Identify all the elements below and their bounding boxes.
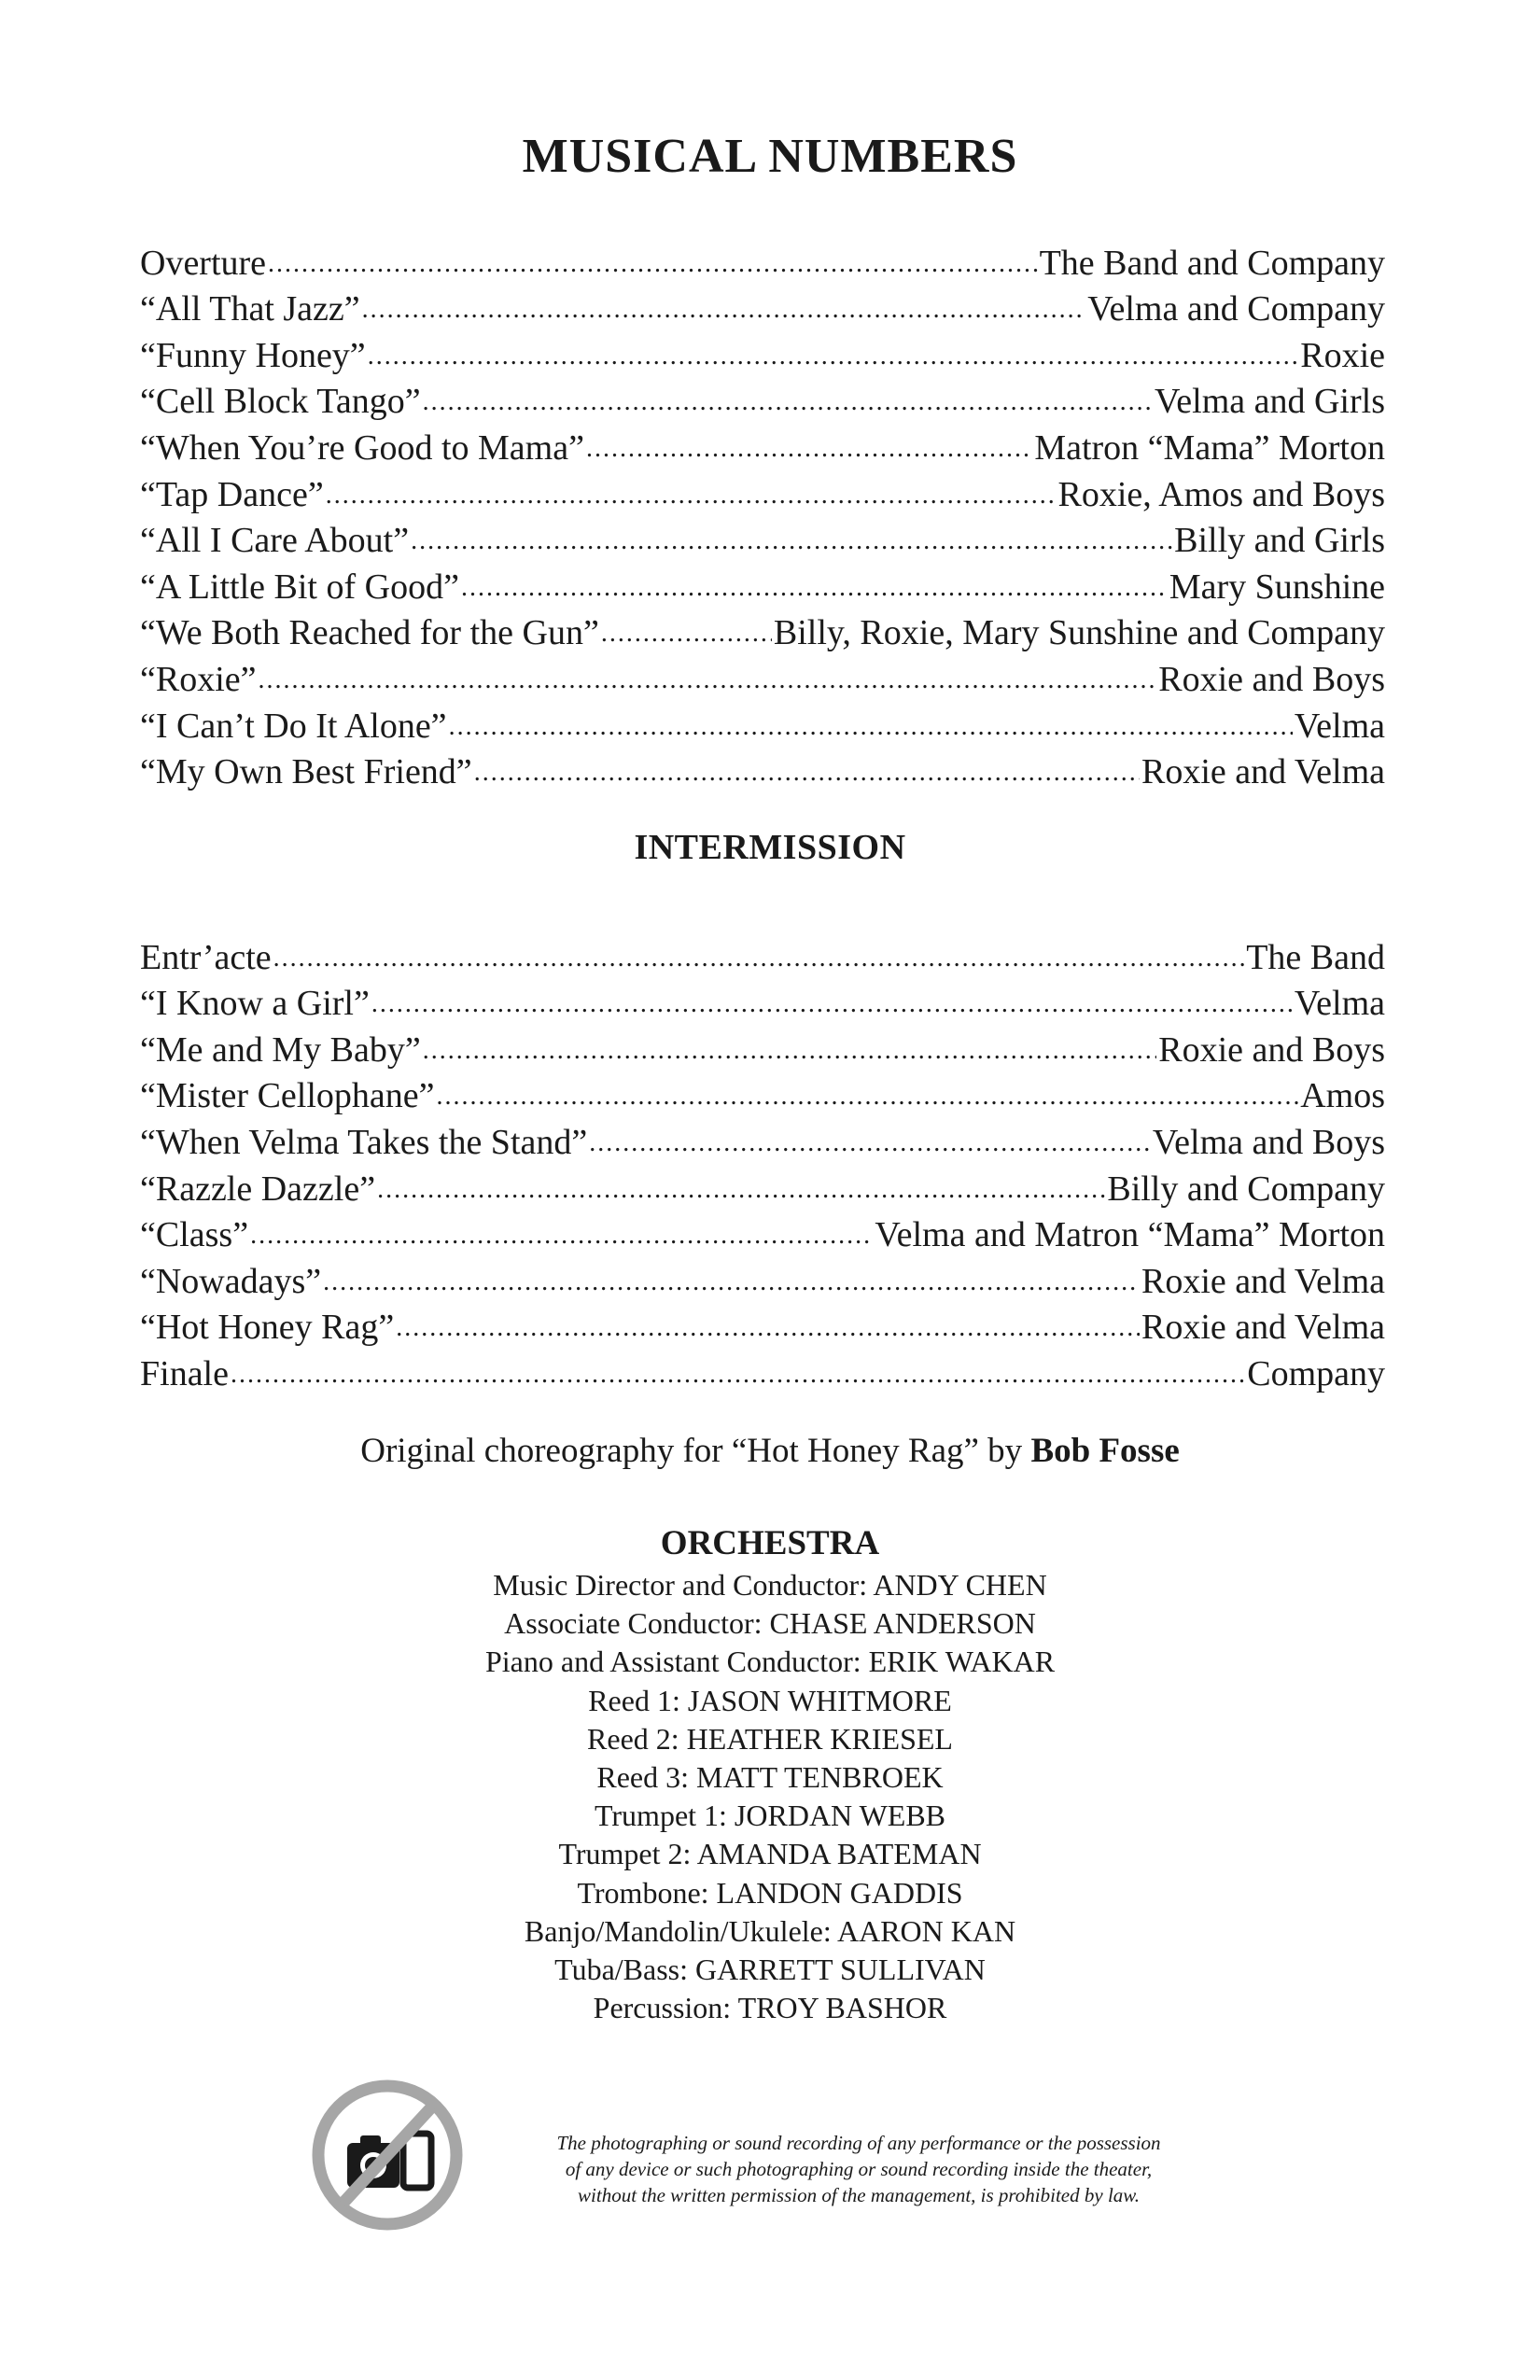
performers: Velma and Matron “Mama” Morton xyxy=(875,1215,1385,1255)
dot-leader xyxy=(589,1107,1151,1154)
disclaimer-line: without the written permission of the management, is prohibited by law. xyxy=(578,2184,1140,2206)
credit-text: Original choreography for “Hot Honey Rag” by xyxy=(360,1432,1031,1470)
list-item xyxy=(140,969,1385,1024)
no-photography-icon xyxy=(310,2078,465,2233)
page-title: MUSICAL NUMBERS xyxy=(522,130,1018,183)
orchestra-member: Piano and Assistant Conductor: ERIK WAKAR xyxy=(484,1645,1056,1679)
song-title: Overture xyxy=(140,243,267,283)
act-two-list xyxy=(140,922,1385,1393)
performers: The Band xyxy=(1246,937,1385,977)
song-title: “Cell Block Tango” xyxy=(140,382,421,422)
orchestra-member: Trombone: LANDON GADDIS xyxy=(577,1875,963,1910)
disclaimer-line: The photographing or sound recording of any performance or the possession xyxy=(556,2132,1161,2154)
dot-leader xyxy=(326,459,1057,506)
performers: Billy and Company xyxy=(1107,1169,1385,1209)
act-one-list xyxy=(140,228,1385,792)
orchestra-member: Reed 1: JASON WHITMORE xyxy=(588,1683,952,1717)
song-title: “Nowadays” xyxy=(140,1261,322,1301)
orchestra-member: Trumpet 2: AMANDA BATEMAN xyxy=(558,1837,982,1871)
song-title: “When You’re Good to Mama” xyxy=(140,427,584,468)
song-title: “When Velma Takes the Stand” xyxy=(140,1122,588,1162)
song-title: “A Little Bit of Good” xyxy=(140,567,459,607)
song-title: “We Both Reached for the Gun” xyxy=(140,613,599,653)
performers: Velma xyxy=(1294,984,1385,1024)
performers: Amos xyxy=(1300,1076,1385,1116)
song-title: “Razzle Dazzle” xyxy=(140,1169,376,1209)
performers: Roxie and Velma xyxy=(1141,752,1385,792)
list-item xyxy=(140,1338,1385,1393)
dot-leader xyxy=(371,969,1293,1015)
choreography-credit xyxy=(0,1431,1540,1471)
dot-leader xyxy=(586,413,1032,459)
performers: Billy and Girls xyxy=(1174,521,1385,561)
dot-leader xyxy=(323,1246,1140,1293)
performers: Velma and Girls xyxy=(1155,382,1385,422)
dot-leader xyxy=(368,320,1299,367)
song-title: “Tap Dance” xyxy=(140,474,324,514)
performers: Matron “Mama” Morton xyxy=(1034,427,1385,468)
song-title: “Class” xyxy=(140,1215,249,1255)
orchestra-heading: ORCHESTRA xyxy=(660,1524,880,1562)
dot-leader xyxy=(268,228,1038,274)
performers: Velma xyxy=(1294,706,1385,746)
orchestra-member: Associate Conductor: CHASE ANDERSON xyxy=(504,1606,1036,1641)
dot-leader xyxy=(411,506,1172,553)
dot-leader xyxy=(377,1154,1105,1200)
dot-leader xyxy=(449,691,1293,737)
dot-leader xyxy=(362,274,1086,321)
song-title: “Mister Cellophane” xyxy=(140,1076,435,1116)
song-title: Finale xyxy=(140,1353,229,1393)
legal-disclaimer xyxy=(504,2130,1213,2208)
dot-leader xyxy=(423,1015,1156,1061)
song-title: “Me and My Baby” xyxy=(140,1029,421,1070)
orchestra-member: Banjo/Mandolin/Ukulele: AARON KAN xyxy=(524,1913,1016,1948)
performers: Roxie, Amos and Boys xyxy=(1057,474,1385,514)
song-title: “My Own Best Friend” xyxy=(140,752,472,792)
dot-leader xyxy=(461,552,1168,598)
dot-leader xyxy=(601,598,772,645)
list-item xyxy=(140,691,1385,746)
list-item xyxy=(140,228,1385,283)
song-title: “Hot Honey Rag” xyxy=(140,1308,395,1348)
orchestra-member: Reed 2: HEATHER KRIESEL xyxy=(587,1721,953,1756)
song-title: Entr’acte xyxy=(140,937,272,977)
song-title: “Funny Honey” xyxy=(140,335,366,375)
song-title: “Roxie” xyxy=(140,659,257,699)
performers: Roxie and Boys xyxy=(1158,1029,1385,1070)
performers: Roxie xyxy=(1300,335,1385,375)
performers: Roxie and Velma xyxy=(1141,1261,1385,1301)
song-title: “I Can’t Do It Alone” xyxy=(140,706,447,746)
performers: Roxie and Velma xyxy=(1141,1308,1385,1348)
song-title: “All I Care About” xyxy=(140,521,410,561)
disclaimer-line: of any device or such photographing or sound recording inside the theater, xyxy=(565,2158,1153,2180)
list-item xyxy=(140,922,1385,977)
orchestra-member: Percussion: TROY BASHOR xyxy=(593,1991,947,2025)
dot-leader xyxy=(474,737,1140,784)
song-title: “I Know a Girl” xyxy=(140,984,370,1024)
performers: Billy, Roxie, Mary Sunshine and Company xyxy=(773,613,1385,653)
dot-leader xyxy=(273,922,1245,969)
performers: Mary Sunshine xyxy=(1169,567,1385,607)
orchestra-member: Reed 3: MATT TENBROEK xyxy=(596,1759,944,1794)
dot-leader xyxy=(396,1293,1140,1339)
performers: The Band and Company xyxy=(1039,243,1385,283)
orchestra-member: Music Director and Conductor: ANDY CHEN xyxy=(493,1568,1047,1602)
performers: Roxie and Boys xyxy=(1158,659,1385,699)
performers: Velma and Boys xyxy=(1152,1122,1385,1162)
orchestra-member: Tuba/Bass: GARRETT SULLIVAN xyxy=(554,1952,986,1986)
choreographer-name: Bob Fosse xyxy=(1030,1432,1180,1470)
dot-leader xyxy=(250,1200,873,1247)
performers: Velma and Company xyxy=(1087,289,1385,329)
intermission-heading: INTERMISSION xyxy=(634,828,906,867)
dot-leader xyxy=(231,1338,1245,1385)
performers: Company xyxy=(1247,1353,1385,1393)
orchestra-member: Trumpet 1: JORDAN WEBB xyxy=(594,1799,946,1833)
dot-leader xyxy=(437,1061,1299,1108)
orchestra-list xyxy=(0,1566,1540,2027)
dot-leader xyxy=(423,367,1153,413)
dot-leader xyxy=(259,644,1157,691)
song-title: “All That Jazz” xyxy=(140,289,360,329)
